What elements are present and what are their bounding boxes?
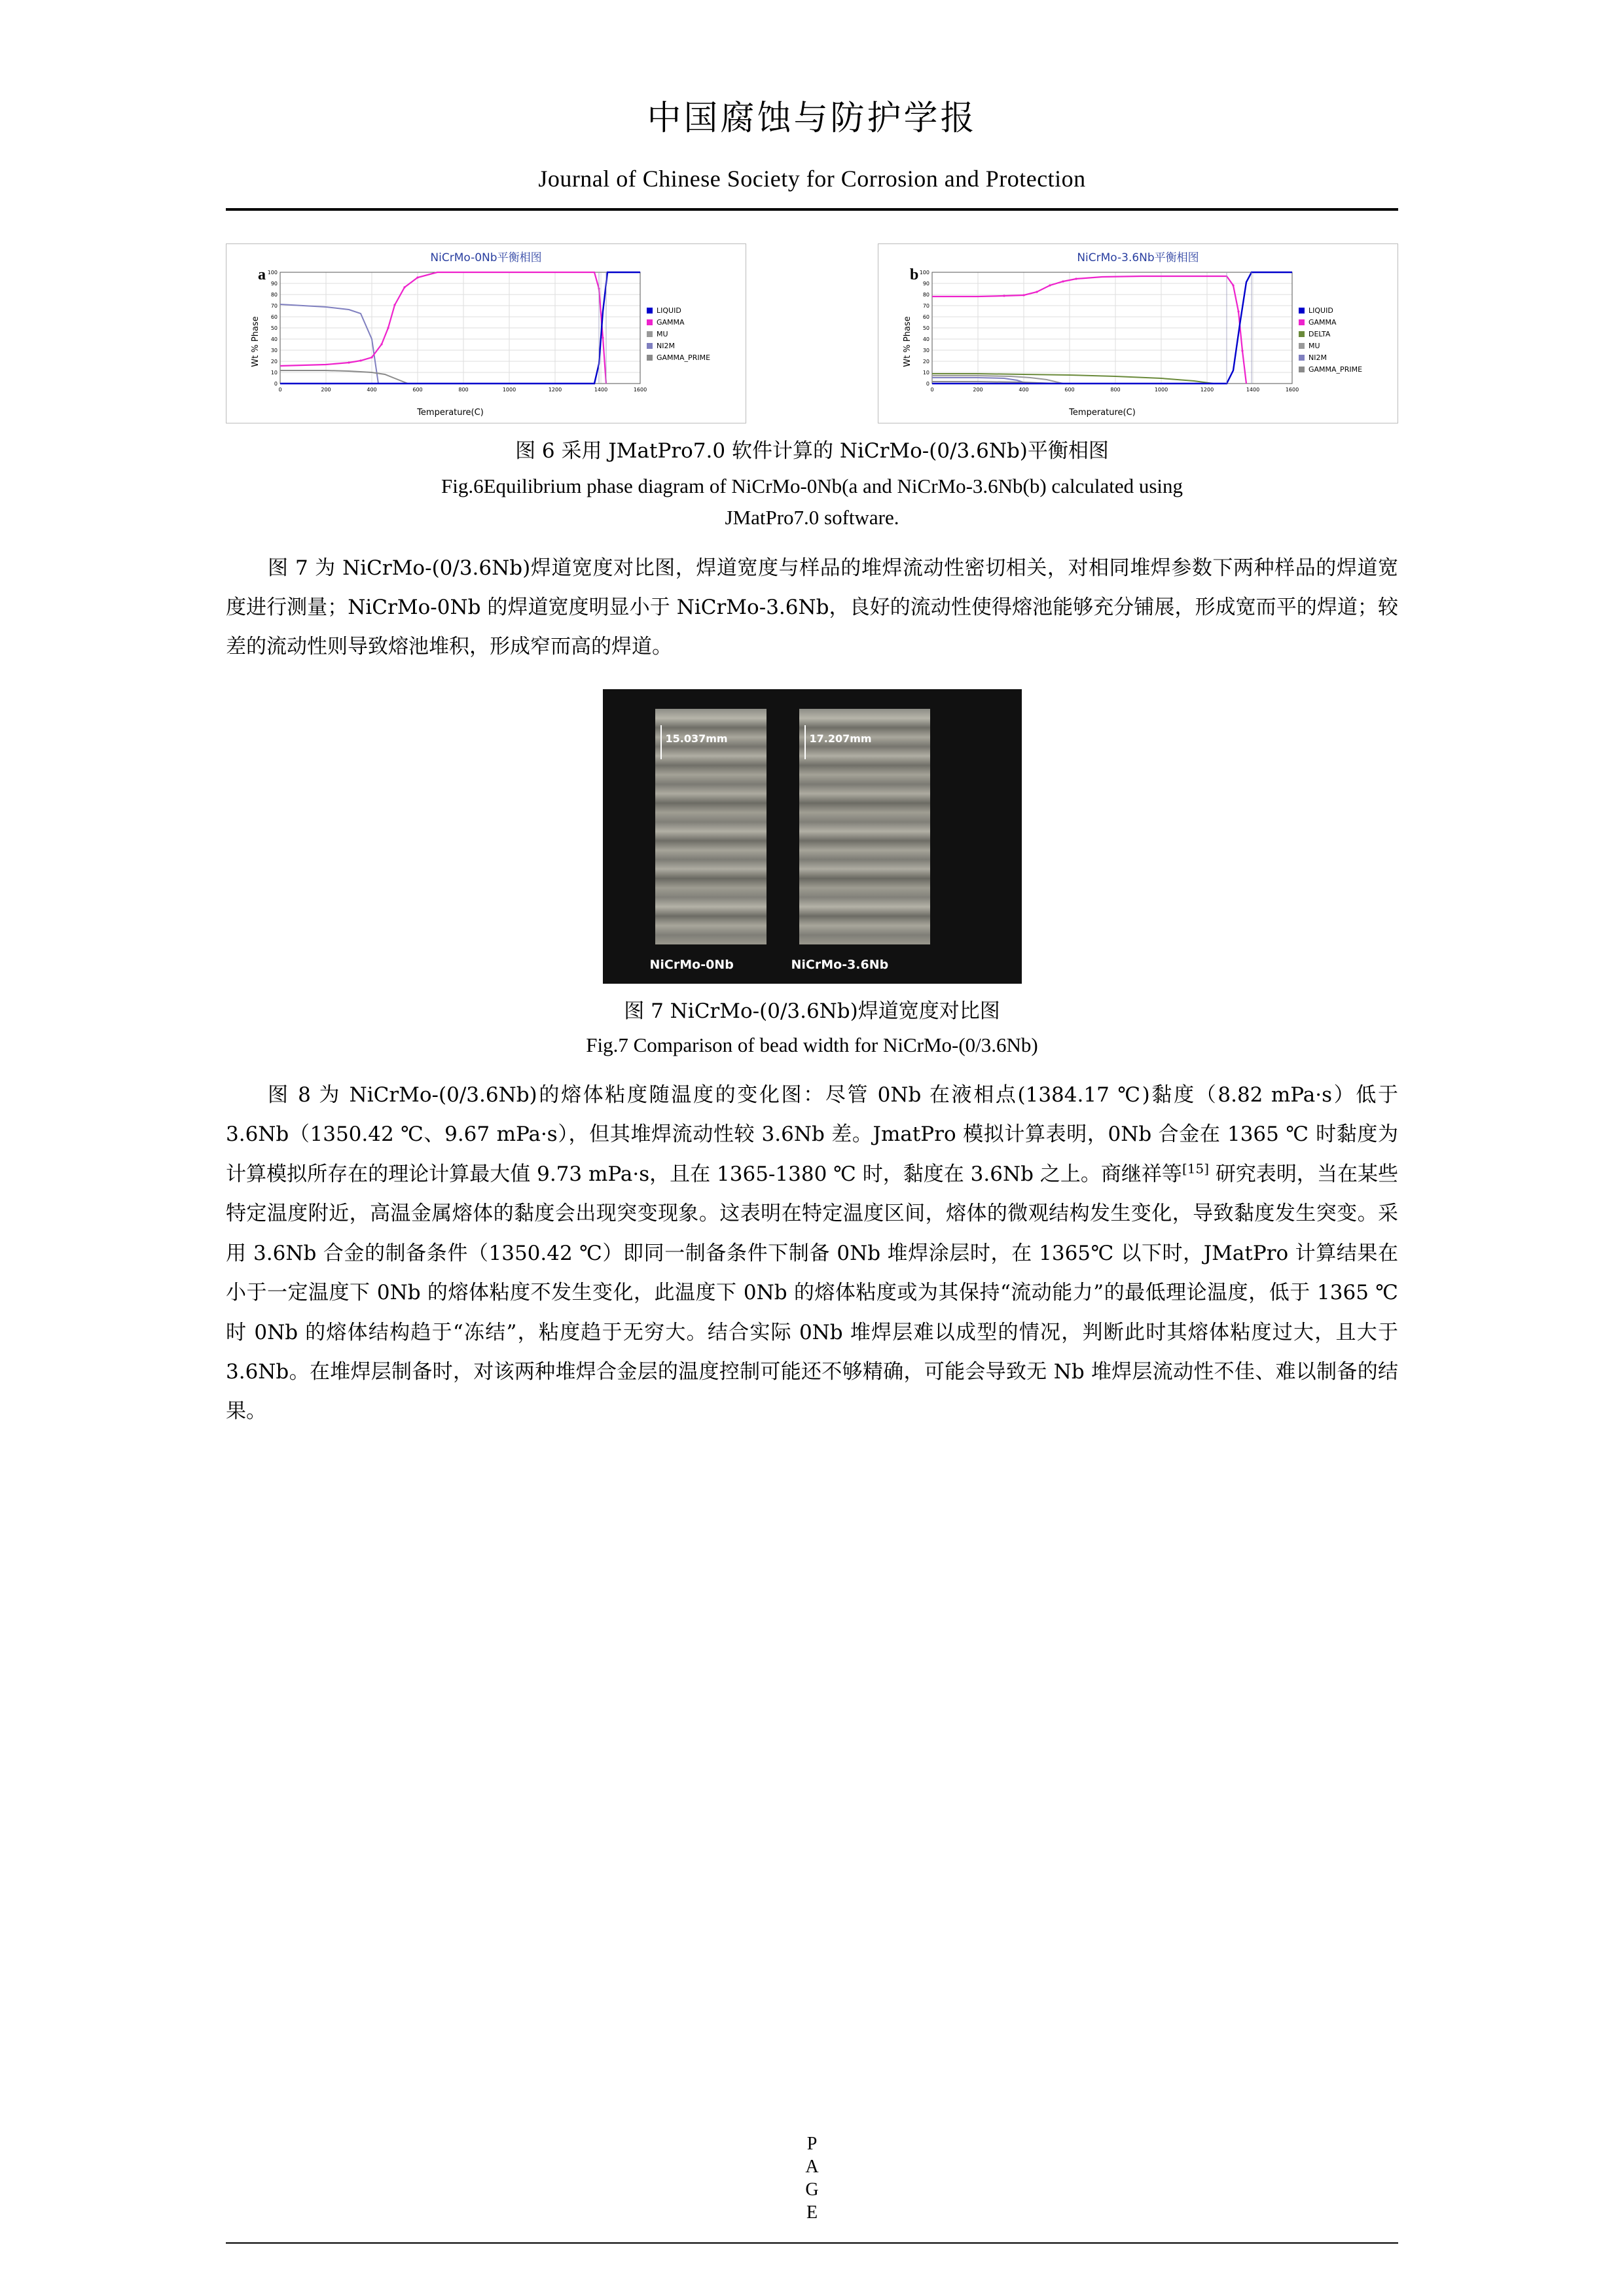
figure-6 (226, 243, 1398, 423)
svg-text:80: 80 (922, 292, 929, 298)
svg-text:20: 20 (922, 359, 929, 365)
chart-a-ylabel: Wt % Phase (251, 316, 261, 368)
svg-text:100: 100 (919, 270, 929, 276)
legend-label: GAMMA_PRIME (1308, 365, 1363, 374)
svg-text:60: 60 (270, 314, 278, 321)
chart-a-legend (647, 266, 740, 418)
legend-label: GAMMA_PRIME (657, 353, 711, 363)
svg-text:20: 20 (270, 359, 278, 365)
legend-swatch-icon (647, 343, 653, 349)
chart-b-ylabel: Wt % Phase (903, 316, 913, 368)
svg-text:0: 0 (930, 387, 934, 393)
svg-text:100: 100 (267, 270, 278, 276)
dimension-label-right: 17.207mm (809, 732, 872, 745)
svg-text:10: 10 (922, 370, 929, 376)
legend-label: NI2M (657, 342, 675, 351)
footer-line-g: G (805, 2179, 819, 2200)
chart-panel-b (878, 243, 1398, 423)
legend-swatch-icon (1299, 355, 1305, 361)
legend-item (647, 353, 740, 362)
svg-text:0: 0 (278, 387, 282, 393)
svg-text:400: 400 (1019, 387, 1029, 393)
journal-header (0, 0, 1624, 192)
figure-7-caption-cn: 图 7 NiCrMo-(0/3.6Nb)焊道宽度对比图 (624, 999, 1000, 1023)
svg-text:400: 400 (367, 387, 377, 393)
legend-item (647, 306, 740, 315)
svg-text:90: 90 (270, 281, 278, 287)
paragraph-figure8 (226, 1075, 1398, 1431)
svg-text:90: 90 (922, 281, 929, 287)
paragraph-figure8-part1: 图 8 为 NiCrMo-(0/3.6Nb)的熔体粘度随温度的变化图：尽管 0Nb 在液相点(1384.17 ℃)黏度（8.82 mPa·s）低于 3.6Nb（1350.42 ℃、9.67 mPa·s），但其堆焊流动性较 3.6Nb 差。JmatPro 模拟计算表明，0Nb 合金在 1365 ℃ 时黏度为计算模拟所存在的理论计算最大值 9.73 mPa·s，且在 1365-1380 ℃ 时，黏度在 3.6Nb 之上。商继祥等 (226, 1083, 1398, 1186)
legend-label: DELTA (1308, 330, 1331, 339)
svg-text:1200: 1200 (1200, 387, 1214, 393)
legend-swatch-icon (1299, 308, 1305, 314)
svg-text:80: 80 (270, 292, 278, 298)
svg-text:30: 30 (270, 348, 278, 354)
svg-text:0: 0 (926, 381, 929, 387)
chart-b-legend (1299, 266, 1392, 418)
specimen-label-36nb: NiCrMo-3.6Nb (791, 957, 889, 972)
figure-6-caption-cn: 图 6 采用 JMatPro7.0 软件计算的 NiCrMo-(0/3.6Nb)平衡相图 (515, 439, 1109, 463)
legend-label: NI2M (1308, 353, 1327, 363)
chart-a-plot (254, 266, 647, 406)
legend-label: GAMMA (1308, 318, 1337, 327)
svg-text:600: 600 (412, 387, 423, 393)
weld-bead-photo (603, 689, 1022, 984)
footer-divider (226, 2242, 1398, 2244)
figure-7 (226, 689, 1398, 984)
svg-text:70: 70 (270, 303, 278, 310)
svg-text:0: 0 (274, 381, 278, 387)
legend-item (1299, 365, 1392, 374)
svg-text:1600: 1600 (1285, 387, 1299, 393)
legend-label: LIQUID (1308, 306, 1333, 315)
svg-text:1200: 1200 (548, 387, 562, 393)
figure-7-caption-en: Fig.7 Comparison of bead width for NiCrMo-(0/3.6Nb) (586, 1033, 1038, 1056)
legend-item (1299, 342, 1392, 350)
panel-letter-a: a (258, 266, 266, 284)
footer-line-p: P (806, 2134, 818, 2154)
legend-swatch-icon (1299, 319, 1305, 325)
footer-line-a: A (805, 2157, 819, 2177)
legend-swatch-icon (1299, 367, 1305, 372)
page-content (226, 243, 1398, 1431)
legend-item (1299, 330, 1392, 338)
panel-letter-b: b (910, 266, 919, 284)
journal-title-cn: 中国腐蚀与防护学报 (647, 99, 977, 138)
svg-text:800: 800 (458, 387, 469, 393)
journal-title-en: Journal of Chinese Society for Corrosion and Protection (538, 166, 1086, 192)
svg-text:70: 70 (922, 303, 929, 310)
legend-label: MU (657, 330, 668, 339)
legend-item (1299, 306, 1392, 315)
svg-text:50: 50 (922, 325, 929, 332)
svg-text:800: 800 (1110, 387, 1121, 393)
legend-swatch-icon (1299, 331, 1305, 337)
chart-b-title: NiCrMo-3.6Nb平衡相图 (1077, 251, 1199, 265)
legend-item (647, 318, 740, 327)
figure-6-caption-en-line1: Fig.6Equilibrium phase diagram of NiCrMo-0Nb(a and NiCrMo-3.6Nb(b) calculated using (441, 475, 1183, 498)
svg-text:1000: 1000 (502, 387, 516, 393)
svg-text:40: 40 (270, 336, 278, 343)
specimen-label-0nb: NiCrMo-0Nb (649, 957, 734, 972)
chart-b-xlabel: Temperature(C) (1069, 408, 1136, 418)
legend-item (1299, 318, 1392, 327)
chart-b-plot (906, 266, 1299, 406)
legend-swatch-icon (647, 308, 653, 314)
paragraph-figure8-part2: 研究表明，当在某些特定温度附近，高温金属熔体的黏度会出现突变现象。这表明在特定温度区间，熔体的微观结构发生变化，导致黏度发生突变。采用 3.6Nb 合金的制备条件（1350.42 ℃）即同一制备条件下制备 0Nb 堆焊涂层时，在 1365℃ 以下时，JMatPro 计算结果在小于一定温度下 0Nb 的熔体粘度不发生变化，此温度下 0Nb 的熔体粘度或为其保持“流动能力”的最低理论温度，低于 1365 ℃ 时 0Nb 的熔体结构趋于“冻结”，粘度趋于无穷大。结合实际 0Nb 堆焊层难以成型的情况，判断此时其熔体粘度过大，且大于 3.6Nb。在堆焊层制备时，对该两种堆焊合金层的温度控制可能还不够精确，可能会导致无 Nb 堆焊层流动性不佳、难以制备的结果。 (226, 1162, 1398, 1424)
svg-text:1400: 1400 (1246, 387, 1260, 393)
svg-text:1000: 1000 (1154, 387, 1168, 393)
reference-marker: [15] (1182, 1160, 1209, 1177)
chart-a-title: NiCrMo-0Nb平衡相图 (430, 251, 542, 265)
svg-text:30: 30 (922, 348, 929, 354)
legend-swatch-icon (1299, 343, 1305, 349)
svg-text:10: 10 (270, 370, 278, 376)
page-footer (0, 2132, 1624, 2224)
legend-label: GAMMA (657, 318, 685, 327)
chart-panel-a (226, 243, 746, 423)
legend-item (1299, 353, 1392, 362)
legend-label: MU (1308, 342, 1320, 351)
svg-text:60: 60 (922, 314, 929, 321)
legend-item (647, 330, 740, 338)
legend-swatch-icon (647, 319, 653, 325)
svg-text:50: 50 (270, 325, 278, 332)
dimension-tick-right (804, 725, 806, 759)
legend-swatch-icon (647, 355, 653, 361)
chart-a-xlabel: Temperature(C) (417, 408, 484, 418)
svg-text:600: 600 (1064, 387, 1075, 393)
svg-text:40: 40 (922, 336, 929, 343)
legend-item (647, 342, 740, 350)
legend-label: LIQUID (657, 306, 681, 315)
footer-line-e: E (806, 2202, 818, 2223)
dimension-label-left: 15.037mm (665, 732, 728, 745)
svg-text:200: 200 (321, 387, 331, 393)
paragraph-figure7: 图 7 为 NiCrMo-(0/3.6Nb)焊道宽度对比图，焊道宽度与样品的堆焊流动性密切相关，对相同堆焊参数下两种样品的焊道宽度进行测量；NiCrMo-0Nb 的焊道宽度明显小于 NiCrMo-3.6Nb，良好的流动性使得熔池能够充分铺展，形成宽而平的焊道；较差的流动性则导致熔池堆积，形成窄而高的焊道。 (226, 556, 1398, 659)
figure-6-caption-en-line2: JMatPro7.0 software. (725, 506, 899, 529)
svg-text:1600: 1600 (633, 387, 647, 393)
header-divider (226, 208, 1398, 211)
legend-swatch-icon (647, 331, 653, 337)
svg-text:1400: 1400 (594, 387, 608, 393)
svg-text:200: 200 (973, 387, 983, 393)
dimension-tick-left (660, 725, 662, 759)
